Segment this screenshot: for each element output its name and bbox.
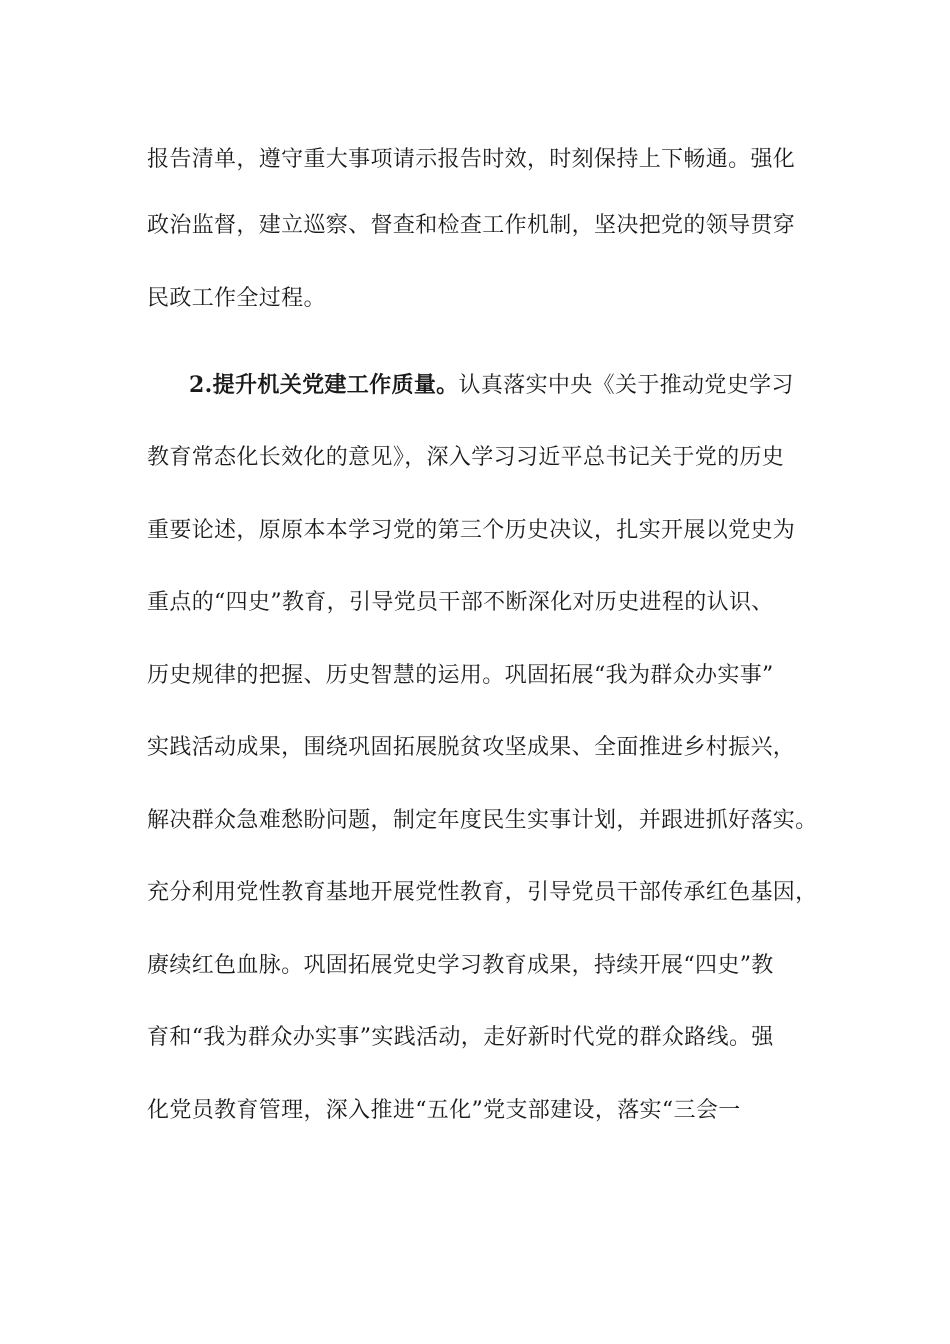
paragraph-2-line-2: 教育常态化长效化的意见》，深入学习习近平总书记关于党的历史	[147, 445, 785, 470]
paragraph-2-line-10: 育和“我为群众办实事”实践活动，走好新时代党的群众路线。强	[147, 1025, 774, 1050]
paragraph-1-line-1: 报告清单，遵守重大事项请示报告时效，时刻保持上下畅通。强化	[147, 147, 796, 172]
paragraph-2-line-9: 赓续红色血脉。巩固拓展党史学习教育成果，持续开展“四史”教	[147, 953, 774, 978]
paragraph-1-line-2: 政治监督，建立巡察、督查和检查工作机制，坚决把党的领导贯穿	[147, 213, 796, 238]
paragraph-2-line-11: 化党员教育管理，深入推进“五化”党支部建设，落实“三会一	[147, 1098, 741, 1123]
paragraph-2-line-6: 实践活动成果，围绕巩固拓展脱贫攻坚成果、全面推进乡村振兴，	[147, 735, 796, 760]
paragraph-2-line-8: 充分利用党性教育基地开展党性教育，引导党员干部传承红色基因，	[147, 880, 818, 905]
paragraph-1-line-3: 民政工作全过程。	[147, 286, 326, 311]
paragraph-2-line-1	[189, 370, 807, 401]
paragraph-2-line-7: 解决群众急难愁盼问题，制定年度民生实事计划，并跟进抓好落实。	[147, 808, 818, 833]
paragraph-2-first-line-text: 认真落实中央《关于推动党史学习	[458, 373, 794, 398]
paragraph-2-line-5: 历史规律的把握、历史智慧的运用。巩固拓展“我为群众办实事”	[147, 663, 774, 688]
paragraph-2-line-3: 重要论述，原原本本学习党的第三个历史决议，扎实开展以党史为	[147, 518, 796, 543]
paragraph-2-heading: 2.提升机关党建工作质量。	[189, 372, 459, 398]
paragraph-2-line-4: 重点的“四史”教育，引导党员干部不断深化对历史进程的认识、	[147, 590, 774, 615]
